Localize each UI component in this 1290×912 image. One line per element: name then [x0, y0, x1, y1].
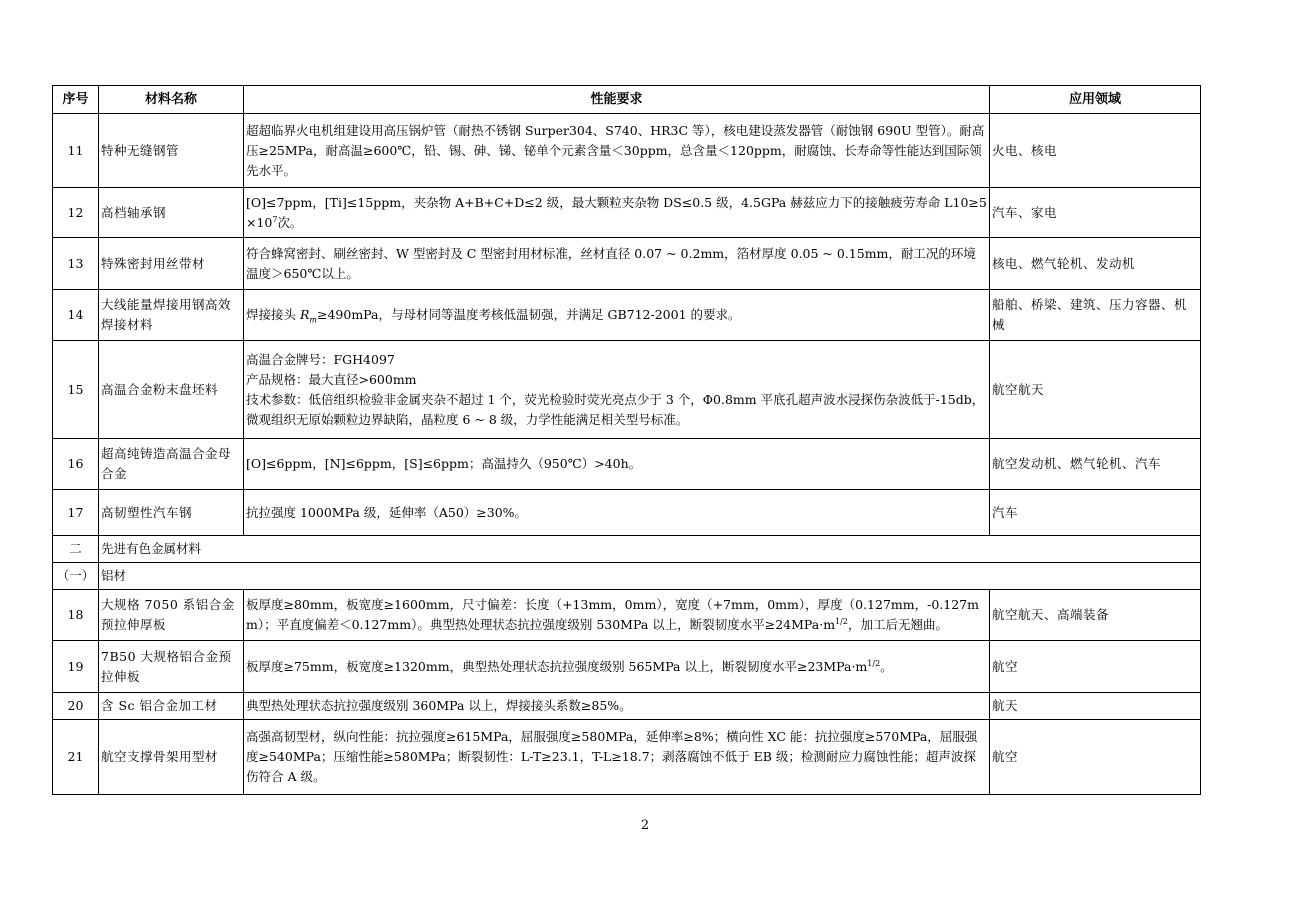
- row-material-name: 特种无缝钢管: [99, 114, 244, 188]
- row-performance-requirements: 超超临界火电机组建设用高压锅炉管（耐热不锈钢 Surper304、S740、HR3C 等），核电建设蒸发器管（耐蚀钢 690U 型管）。耐高压≥25MPa，耐高温≥600℃，铅、锡、砷、锑、铋单个元素含量＜30ppm，总含量＜120ppm，耐腐蚀、长寿命等性能达到国际领先水平。: [244, 114, 990, 188]
- section-title: 先进有色金属材料: [99, 536, 1201, 563]
- symbol-r: R: [299, 307, 310, 322]
- row-performance-requirements: [244, 641, 990, 693]
- table-row: [53, 490, 1201, 536]
- row-application-field: 航空: [990, 641, 1201, 693]
- section-number: 二: [53, 536, 99, 563]
- requirement-text: 板厚度≥75mm，板宽度≥1320mm，典型热处理状态抗拉强度级别 565MPa 以上，断裂韧度水平≥23MPa·m: [246, 658, 868, 674]
- requirement-text-end: 。: [880, 658, 893, 674]
- row-application-field: 航空航天: [990, 341, 1201, 439]
- row-serial-no: 19: [53, 641, 99, 693]
- row-serial-no: 17: [53, 490, 99, 536]
- row-material-name: 特殊密封用丝带材: [99, 238, 244, 290]
- header-application-field: 应用领域: [990, 86, 1201, 114]
- subscript: m: [309, 315, 317, 325]
- table-row: [53, 439, 1201, 490]
- row-material-name: 大规格 7050 系铝合金预拉伸厚板: [99, 590, 244, 641]
- requirement-line: 技术参数：低倍组织检验非金属夹杂不超过 1 个，荧光检验时荧光亮点少于 3 个，Φ0.8mm 平底孔超声波水浸探伤杂波低于-15db，微观组织无原始颗粒边界缺陷，晶粒度 6 ~ 8 级，力学性能满足相关型号标准。: [246, 391, 985, 427]
- row-application-field: 核电、燃气轮机、发动机: [990, 238, 1201, 290]
- subsection-number: （一）: [53, 563, 99, 590]
- superscript: 7: [272, 214, 278, 224]
- row-application-field: 航空发动机、燃气轮机、汽车: [990, 439, 1201, 490]
- table-row: [53, 693, 1201, 720]
- header-material-name: 材料名称: [99, 86, 244, 114]
- table-row: [53, 188, 1201, 238]
- row-application-field: 船舶、桥梁、建筑、压力容器、机械: [990, 290, 1201, 341]
- row-application-field: 航空航天、高端装备: [990, 590, 1201, 641]
- table-row: [53, 641, 1201, 693]
- header-performance-requirements: 性能要求: [244, 86, 990, 114]
- row-serial-no: 21: [53, 720, 99, 795]
- row-material-name: 高档轴承钢: [99, 188, 244, 238]
- row-performance-requirements: [244, 290, 990, 341]
- row-material-name: 航空支撑骨架用型材: [99, 720, 244, 795]
- requirement-line: 产品规格：最大直径>600mm: [246, 371, 417, 387]
- row-performance-requirements: [244, 590, 990, 641]
- row-serial-no: 16: [53, 439, 99, 490]
- subsection-row: [53, 563, 1201, 590]
- row-performance-requirements: 符合蜂窝密封、刷丝密封、W 型密封及 C 型密封用材标准，丝材直径 0.07 ~ 0.2mm，箔材厚度 0.05 ~ 0.15mm，耐工况的环境温度＞650℃以上。: [244, 238, 990, 290]
- row-material-name: 含 Sc 铝合金加工材: [99, 693, 244, 720]
- row-serial-no: 15: [53, 341, 99, 439]
- row-serial-no: 14: [53, 290, 99, 341]
- row-application-field: 火电、核电: [990, 114, 1201, 188]
- row-serial-no: 11: [53, 114, 99, 188]
- row-material-name: 超高纯铸造高温合金母合金: [99, 439, 244, 490]
- row-performance-requirements: [O]≤6ppm，[N]≤6ppm，[S]≤6ppm；高温持久（950℃）>40h。: [244, 439, 990, 490]
- requirement-text: 板厚度≥80mm，板宽度≥1600mm，尺寸偏差：长度（+13mm，0mm），宽度（+7mm，0mm），厚度（0.127mm，-0.127mm）；平直度偏差＜0.127mm）。典型热处理状态抗拉强度级别 530MPa 以上，断裂韧度水平≥24MPa·m: [246, 597, 979, 632]
- row-application-field: 航空: [990, 720, 1201, 795]
- requirement-text: [O]≤7ppm，[Ti]≤15ppm，夹杂物 A+B+C+D≤2 级，最大颗粒夹杂物 DS≤0.5 级，4.5GPa 赫兹应力下的接触疲劳寿命 L10≥5×10: [246, 194, 987, 230]
- superscript: 1/2: [835, 616, 848, 626]
- header-serial-no: 序号: [53, 86, 99, 114]
- requirement-text-end: ，加工后无翘曲。: [847, 617, 948, 632]
- row-material-name: 大线能量焊接用钢高效焊接材料: [99, 290, 244, 341]
- table-row: [53, 114, 1201, 188]
- requirement-line: 高温合金牌号：FGH4097: [246, 351, 395, 367]
- superscript: 1/2: [867, 658, 881, 668]
- row-serial-no: 18: [53, 590, 99, 641]
- materials-table: [52, 85, 1201, 795]
- table-row: [53, 720, 1201, 795]
- requirement-text-end: 次。: [277, 214, 303, 230]
- table-header-row: [53, 86, 1201, 114]
- row-performance-requirements: 典型热处理状态抗拉强度级别 360MPa 以上，焊接接头系数≥85%。: [244, 693, 990, 720]
- row-material-name: 高温合金粉末盘坯料: [99, 341, 244, 439]
- row-serial-no: 13: [53, 238, 99, 290]
- requirement-text: 焊接接头: [246, 307, 300, 322]
- subsection-title: 铝材: [99, 563, 1201, 590]
- table-row: [53, 341, 1201, 439]
- row-serial-no: 12: [53, 188, 99, 238]
- row-material-name: 7B50 大规格铝合金预拉伸板: [99, 641, 244, 693]
- row-application-field: 航天: [990, 693, 1201, 720]
- row-performance-requirements: [244, 341, 990, 439]
- table-row: [53, 238, 1201, 290]
- page-number: 2: [640, 818, 650, 833]
- row-performance-requirements: [244, 188, 990, 238]
- row-performance-requirements: 抗拉强度 1000MPa 级，延伸率（A50）≥30%。: [244, 490, 990, 536]
- requirement-text-end: ≥490mPa，与母材同等温度考核低温韧强，并满足 GB712-2001 的要求。: [317, 307, 741, 322]
- table-row: [53, 590, 1201, 641]
- row-material-name: 高韧塑性汽车钢: [99, 490, 244, 536]
- row-serial-no: 20: [53, 693, 99, 720]
- row-performance-requirements: 高强高韧型材，纵向性能：抗拉强度≥615MPa，屈服强度≥580MPa，延伸率≥8%；横向性 XC 能：抗拉强度≥570MPa，屈服强度≥540MPa；压缩性能≥580MPa；断裂韧性：L-T≥23.1，T-L≥18.7；剥落腐蚀不低于 EB 级；检测耐应力腐蚀性能；超声波探伤符合 A 级。: [244, 720, 990, 795]
- row-application-field: 汽车: [990, 490, 1201, 536]
- section-row: [53, 536, 1201, 563]
- table-row: [53, 290, 1201, 341]
- row-application-field: 汽车、家电: [990, 188, 1201, 238]
